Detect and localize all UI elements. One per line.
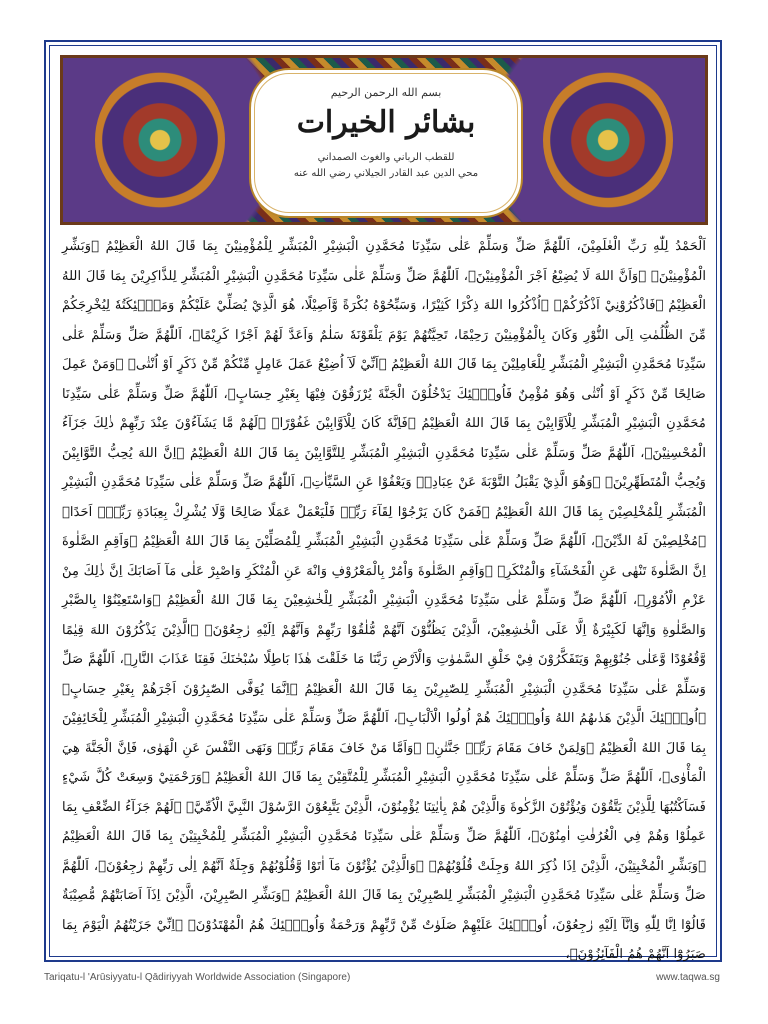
- basmala: بسم الله الرحمن الرحيم: [330, 86, 442, 99]
- title-cartouche: [249, 68, 523, 218]
- right-medallion-ornament: [543, 70, 673, 210]
- left-medallion-ornament: [95, 70, 225, 210]
- prayer-text-body: اَلْحَمْدُ لِلّٰهِ رَبِّ الْعٰلَمِيْنَ، اَللّٰهُمَّ صَلِّ وَسَلِّمْ عَلٰى سَيِّدِنَا مُحَمَّدِنِ الْبَشِيْرِ الْمُبَشِّرِ لِلْمُؤْمِنِيْنَ بِمَا قَالَ اللهُ الْعَظِيْمُ ﴿وَبَشِّرِ الْمُؤْمِنِيْنَ﴾ ﴿وَاَنَّ اللهَ لَا يُضِيْعُ اَجْرَ الْمُؤْمِنِيْنَ﴾، اَللّٰهُمَّ صَلِّ وَسَلِّمْ عَلٰى سَيِّدِنَا مُحَمَّدِنِ الْبَشِيْرِ الْمُبَشِّرِ لِلذَّاكِرِيْنَ بِمَا قَالَ اللهُ الْعَظِيْمُ ﴿فَاذْكُرُوْنِيْ اَذْكُرْكُمْ﴾ ﴿اُذْكُرُوا اللهَ ذِكْرًا كَثِيْرًا، وَسَبِّحُوْهُ بُكْرَةً وَّاَصِيْلًا، هُوَ الَّذِيْ يُصَلِّيْ عَلَيْكُمْ وَمَلٰۤئِكَتُهٗ لِيُخْرِجَكُمْ مِّنَ الظُّلُمٰتِ اِلَى النُّوْرِ وَكَانَ بِالْمُؤْمِنِيْنَ رَحِيْمًا، تَحِيَّتُهُمْ يَوْمَ يَلْقَوْنَهٗ سَلٰمٌ وَاَعَدَّ لَهُمْ اَجْرًا كَرِيْمًا﴾، اَللّٰهُمَّ صَلِّ وَسَلِّمْ عَلٰى سَيِّدِنَا مُحَمَّدِنِ الْبَشِيْرِ الْمُبَشِّرِ لِلْعَامِلِيْنَ بِمَا قَالَ اللهُ الْعَظِيْمُ ﴿اَنِّيْ لَآ اُضِيْعُ عَمَلَ عَامِلٍ مِّنْكُمْ مِّنْ ذَكَرٍ اَوْ اُنْثٰى﴾ ﴿وَمَنْ عَمِلَ صَالِحًا مِّنْ ذَكَرٍ اَوْ اُنْثٰى وَهُوَ مُؤْمِنٌ فَاُولٰۤئِكَ يَدْخُلُوْنَ الْجَنَّةَ يُرْزَقُوْنَ فِيْهَا بِغَيْرِ حِسَابٍ﴾، اَللّٰهُمَّ صَلِّ وَسَلِّمْ عَلٰى سَيِّدِنَا مُحَمَّدِنِ الْبَشِيْرِ الْمُبَشِّرِ لِلْاَوَّابِيْنَ بِمَا قَالَ اللهُ الْعَظِيْمُ ﴿فَاِنَّهٗ كَانَ لِلْاَوَّابِيْنَ غَفُوْرًا﴾ ﴿لَهُمْ مَّا يَشَآءُوْنَ عِنْدَ رَبِّهِمْ ذٰلِكَ جَزَآءُ الْمُحْسِنِيْنَ﴾، اَللّٰهُمَّ صَلِّ وَسَلِّمْ عَلٰى سَيِّدِنَا مُحَمَّدِنِ الْبَشِيْرِ الْمُبَشِّرِ لِلتَّوَّابِيْنَ بِمَا قَالَ اللهُ الْعَظِيْمُ ﴿اِنَّ اللهَ يُحِبُّ التَّوَّابِيْنَ وَيُحِبُّ الْمُتَطَهِّرِيْنَ﴾ ﴿وَهُوَ الَّذِيْ يَقْبَلُ التَّوْبَةَ عَنْ عِبَادِهٖ وَيَعْفُوْا عَنِ السَّيِّاٰتِ﴾، اَللّٰهُمَّ صَلِّ وَسَلِّمْ عَلٰى سَيِّدِنَا مُحَمَّدِنِ الْبَشِيْرِ الْمُبَشِّرِ لِلْمُخْلِصِيْنَ بِمَا قَالَ اللهُ الْعَظِيْمُ ﴿فَمَنْ كَانَ يَرْجُوْا لِقَآءَ رَبِّهٖ فَلْيَعْمَلْ عَمَلًا صَالِحًا وَّلَا يُشْرِكْ بِعِبَادَةِ رَبِّهٖٓ اَحَدًا﴾ ﴿مُخْلِصِيْنَ لَهُ الدِّيْنَ﴾، اَللّٰهُمَّ صَلِّ وَسَلِّمْ عَلٰى سَيِّدِنَا مُحَمَّدِنِ الْبَشِيْرِ الْمُبَشِّرِ لِلْمُصَلِّيْنَ بِمَا قَالَ اللهُ الْعَظِيْمُ ﴿وَاَقِمِ الصَّلٰوةَ اِنَّ الصَّلٰوةَ تَنْهٰى عَنِ الْفَحْشَآءِ وَالْمُنْكَرِ﴾ ﴿وَاَقِمِ الصَّلٰوةَ وَاْمُرْ بِالْمَعْرُوْفِ وَانْهَ عَنِ الْمُنْكَرِ وَاصْبِرْ عَلٰى مَآ اَصَابَكَ اِنَّ ذٰلِكَ مِنْ عَزْمِ الْاُمُوْرِ﴾، اَللّٰهُمَّ صَلِّ وَسَلِّمْ عَلٰى سَيِّدِنَا مُحَمَّدِنِ الْبَشِيْرِ الْمُبَشِّرِ لِلْخٰشِعِيْنَ بِمَا قَالَ اللهُ الْعَظِيْمُ ﴿وَاسْتَعِيْنُوْا بِالصَّبْرِ وَالصَّلٰوةِ وَاِنَّهَا لَكَبِيْرَةٌ اِلَّا عَلَى الْخٰشِعِيْنَ، الَّذِيْنَ يَظُنُّوْنَ اَنَّهُمْ مُّلٰقُوْا رَبِّهِمْ وَاَنَّهُمْ اِلَيْهِ رٰجِعُوْنَ﴾ ﴿الَّذِيْنَ يَذْكُرُوْنَ اللهَ قِيٰمًا وَّقُعُوْدًا وَّعَلٰى جُنُوْبِهِمْ وَيَتَفَكَّرُوْنَ فِيْ خَلْقِ السَّمٰوٰتِ وَالْاَرْضِ رَبَّنَا مَا خَلَقْتَ هٰذَا بَاطِلًا سُبْحٰنَكَ فَقِنَا عَذَابَ النَّارِ﴾، اَللّٰهُمَّ صَلِّ وَسَلِّمْ عَلٰى سَيِّدِنَا مُحَمَّدِنِ الْبَشِيْرِ الْمُبَشِّرِ لِلصّٰبِرِيْنَ بِمَا قَالَ اللهُ الْعَظِيْمُ ﴿اِنَّمَا يُوَفَّى الصّٰبِرُوْنَ اَجْرَهُمْ بِغَيْرِ حِسَابٍ﴾ ﴿اُولٰۤئِكَ الَّذِيْنَ هَدٰىهُمُ اللهُ وَاُولٰۤئِكَ هُمْ اُولُوا الْاَلْبَابِ﴾، اَللّٰهُمَّ صَلِّ وَسَلِّمْ عَلٰى سَيِّدِنَا مُحَمَّدِنِ الْبَشِيْرِ الْمُبَشِّرِ لِلْخَائِفِيْنَ بِمَا قَالَ اللهُ الْعَظِيْمُ ﴿وَلِمَنْ خَافَ مَقَامَ رَبِّهٖ جَنَّتٰنِ﴾ ﴿وَاَمَّا مَنْ خَافَ مَقَامَ رَبِّهٖ وَنَهَى النَّفْسَ عَنِ الْهَوٰى، فَاِنَّ الْجَنَّةَ هِيَ الْمَأْوٰى﴾، اَللّٰهُمَّ صَلِّ وَسَلِّمْ عَلٰى سَيِّدِنَا مُحَمَّدِنِ الْبَشِيْرِ الْمُبَشِّرِ لِلْمُتَّقِيْنَ بِمَا قَالَ اللهُ الْعَظِيْمُ ﴿وَرَحْمَتِيْ وَسِعَتْ كُلَّ شَيْءٍ فَسَاَكْتُبُهَا لِلَّذِيْنَ يَتَّقُوْنَ وَيُؤْتُوْنَ الزَّكٰوةَ وَالَّذِيْنَ هُمْ بِاٰيٰتِنَا يُؤْمِنُوْنَ، الَّذِيْنَ يَتَّبِعُوْنَ الرَّسُوْلَ النَّبِيَّ الْاُمِّيَّ﴾ ﴿لَهُمْ جَزَآءُ الضِّعْفِ بِمَا عَمِلُوْا وَهُمْ فِي الْغُرُفٰتِ اٰمِنُوْنَ﴾، اَللّٰهُمَّ صَلِّ وَسَلِّمْ عَلٰى سَيِّدِنَا مُحَمَّدِنِ الْبَشِيْرِ الْمُبَشِّرِ لِلْمُخْبِتِيْنَ بِمَا قَالَ اللهُ الْعَظِيْمُ ﴿وَبَشِّرِ الْمُخْبِتِيْنَ، الَّذِيْنَ اِذَا ذُكِرَ اللهُ وَجِلَتْ قُلُوْبُهُمْ﴾ ﴿وَالَّذِيْنَ يُؤْتُوْنَ مَآ اٰتَوْا وَّقُلُوْبُهُمْ وَجِلَةٌ اَنَّهُمْ اِلٰى رَبِّهِمْ رٰجِعُوْنَ﴾، اَللّٰهُمَّ صَلِّ وَسَلِّمْ عَلٰى سَيِّدِنَا مُحَمَّدِنِ الْبَشِيْرِ الْمُبَشِّرِ لِلصّٰبِرِيْنَ بِمَا قَالَ اللهُ الْعَظِيْمُ ﴿وَبَشِّرِ الصّٰبِرِيْنَ، الَّذِيْنَ اِذَآ اَصَابَتْهُمْ مُّصِيْبَةٌ قَالُوْٓا اِنَّا لِلّٰهِ وَاِنَّآ اِلَيْهِ رٰجِعُوْنَ، اُولٰۤئِكَ عَلَيْهِمْ صَلَوٰتٌ مِّنْ رَّبِّهِمْ وَرَحْمَةٌ وَاُولٰۤئِكَ هُمُ الْمُهْتَدُوْنَ﴾ ﴿اِنِّيْ جَزَيْتُهُمُ الْيَوْمَ بِمَا صَبَرُوْٓا اَنَّهُمْ هُمُ الْفَآئِزُوْنَ﴾،: [62, 239, 706, 962]
- author-attribution: [251, 150, 521, 182]
- author-line-2: محي الدين عبد القادر الجيلاني رضي الله عنه: [293, 168, 479, 179]
- footer-organization: Tariqatu-l 'Arūsiyyatu-l Qādiriyyah Worldwide Association (Singapore): [44, 972, 351, 983]
- author-line-1: للقطب الرباني والغوث الصمداني: [317, 152, 455, 163]
- ornamental-header: [60, 55, 708, 225]
- footer-website: www.taqwa.sg: [656, 972, 720, 983]
- document-title: بشائر الخيرات: [296, 105, 476, 140]
